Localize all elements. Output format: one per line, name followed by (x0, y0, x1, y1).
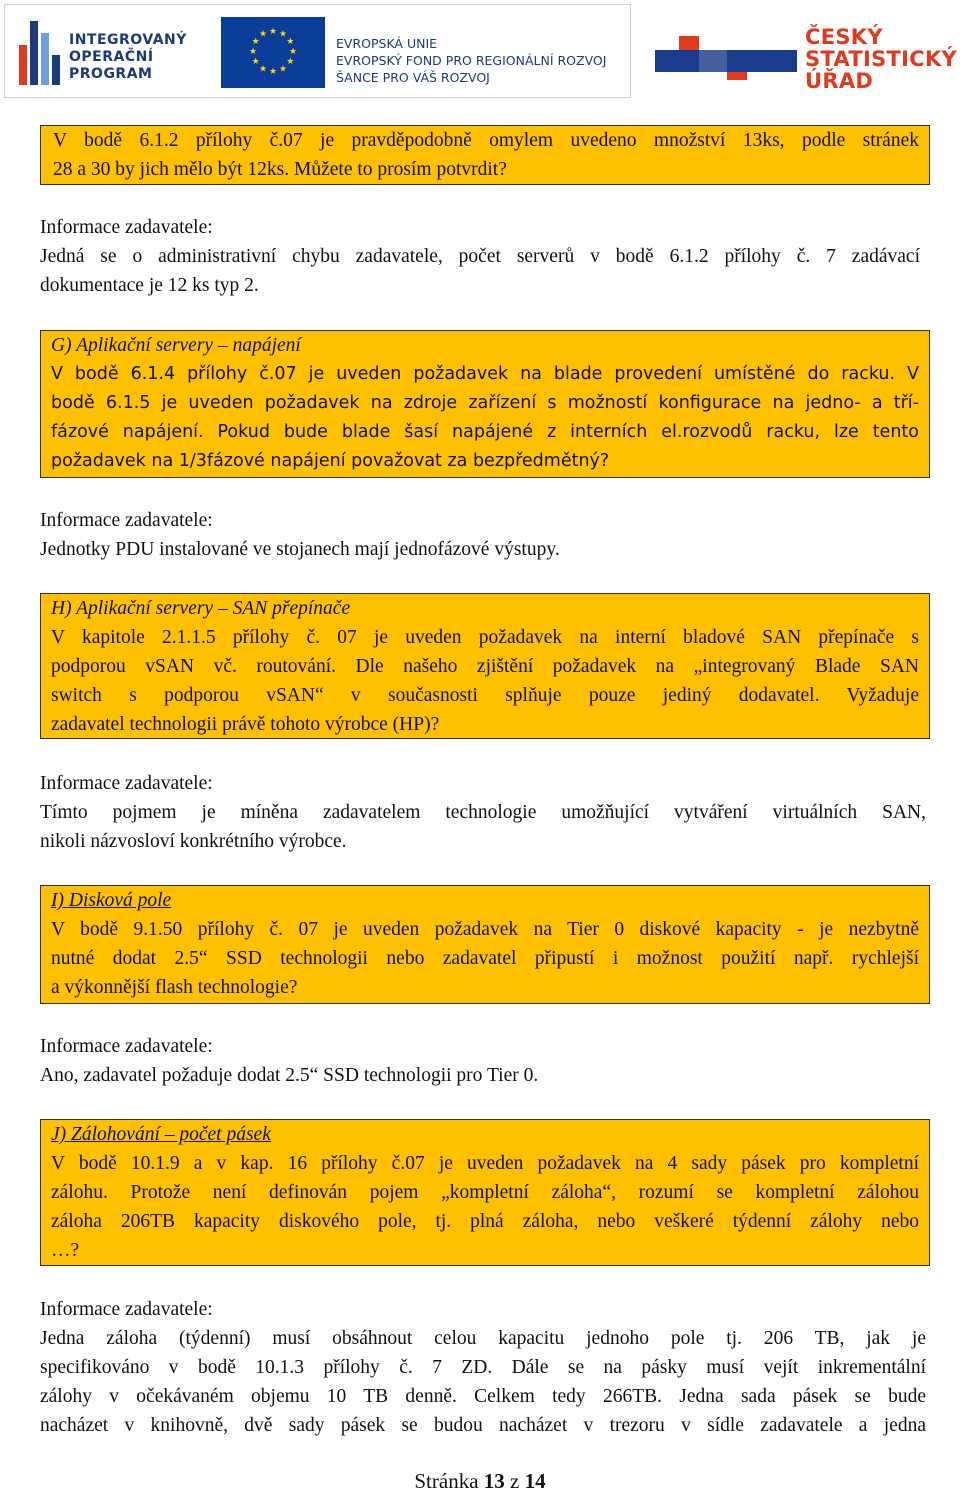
answer-line: dokumentace je 12 ks typ 2. (40, 275, 259, 296)
footer-total-pages: 14 (524, 1469, 546, 1493)
question-line: V bodě 10.1.9 a v kap. 16 přílohy č.07 je uveden požadavek na 4 sady pásek pro kompletní (51, 1153, 919, 1174)
info-label: Informace zadavatele: (40, 510, 213, 531)
iop-logo-text-2: OPERAČNÍ (69, 49, 154, 65)
svg-text:★: ★ (278, 29, 288, 40)
answer-line: zálohy v očekávaném objemu 10 TB denně. Celkem tedy 266TB. Jedna sada pásek se bude (40, 1386, 926, 1407)
iop-logo-text-1: INTEGROVANÝ (69, 32, 187, 48)
svg-text:★: ★ (288, 47, 298, 57)
info-label: Informace zadavatele: (40, 217, 213, 238)
answer-line: nacházet v knihovně, dvě sady pásek se budou nacházet v trezoru v sídle zadavatele a jedna (40, 1415, 926, 1436)
info-label: Informace zadavatele: (40, 1299, 213, 1320)
question-box (40, 593, 930, 739)
page-footer (0, 1466, 960, 1496)
csu-text-3: ÚŘAD (805, 69, 874, 93)
question-box (40, 885, 930, 1004)
answer-line: Jednotky PDU instalované ve stojanech mají jednofázové výstupy. (40, 539, 560, 560)
section-title: G) Aplikační servery – napájení (51, 335, 301, 356)
question-line: V kapitole 2.1.1.5 přílohy č. 07 je uveden požadavek na interní bladové SAN přepínače s (51, 627, 919, 648)
question-line: podporou vSAN vč. routování. Dle našeho zjištění požadavek na „integrovaný Blade SAN (51, 656, 919, 677)
question-box (40, 125, 930, 185)
question-line: switch s podporou vSAN“ v současnosti splňuje pouze jediný dodavatel. Vyžaduje (51, 685, 919, 706)
section-title: H) Aplikační servery – SAN přepínače (51, 598, 351, 619)
info-label: Informace zadavatele: (40, 773, 213, 794)
question-line: …? (51, 1240, 80, 1261)
svg-text:★: ★ (258, 64, 268, 75)
svg-text:★: ★ (278, 64, 288, 75)
svg-text:★: ★ (268, 27, 278, 37)
question-line: požadavek na 1/3fázové napájení považovat za bezpředmětný? (51, 451, 610, 471)
iop-logo-bars (19, 21, 61, 85)
question-line: a výkonnější flash technologie? (51, 977, 298, 998)
question-line: V bodě 6.1.4 přílohy č.07 je uveden požadavek na blade provedení umístěné do racku. V (51, 364, 919, 384)
csu-text-1: ČESKÝ (805, 25, 883, 49)
footer-current-page: 13 (483, 1469, 505, 1493)
question-box (40, 330, 930, 478)
svg-text:★: ★ (248, 47, 258, 57)
question-line: V bodě 6.1.2 přílohy č.07 je pravděpodobně omylem uvedeno množství 13ks, podle stránek (53, 130, 919, 151)
section-title: J) Zálohování – počet pásek (51, 1124, 271, 1145)
question-line: fázové napájení. Pokud bude blade šasí napájené z interních el.rozvodů racku, lze tento (51, 422, 919, 442)
svg-text:★: ★ (268, 67, 278, 77)
answer-line: specifikováno v bodě 10.1.3 přílohy č. 7 ZD. Dále se na pásky musí vejít inkrementální (40, 1357, 926, 1378)
csu-logo-mark (655, 36, 797, 80)
info-label: Informace zadavatele: (40, 1036, 213, 1057)
question-line: zadavatel technologii právě tohoto výrobce (HP)? (51, 714, 440, 735)
eu-logo-text (336, 35, 606, 86)
answer-line: Ano, zadavatel požaduje dodat 2.5“ SSD technologii pro Tier 0. (40, 1065, 539, 1086)
iop-logo-text-3: PROGRAM (69, 66, 153, 82)
answer-line: Jedná se o administrativní chybu zadavatele, počet serverů v bodě 6.1.2 přílohy č. 7 zadávací (40, 246, 920, 267)
eu-text-3: ŠANCE PRO VÁŠ ROZVOJ (336, 70, 490, 85)
svg-text:★: ★ (286, 57, 295, 67)
csu-text-2: STATISTICKÝ (805, 47, 958, 71)
question-line: V bodě 9.1.50 přílohy č. 07 je uveden požadavek na Tier 0 diskové kapacity - je nezbytně (51, 919, 919, 940)
question-line: zálohu. Protože není definován pojem „kompletní záloha“, rozumí se kompletní zálohou (51, 1182, 919, 1203)
answer-line: Jedna záloha (týdenní) musí obsáhnout celou kapacitu jednoho pole tj. 206 TB, jak je (40, 1328, 926, 1349)
answer-line: nikoli názvosloví konkrétního výrobce. (40, 831, 347, 852)
eu-text-2: EVROPSKÝ FOND PRO REGIONÁLNÍ ROZVOJ (336, 53, 607, 68)
svg-text:★: ★ (258, 29, 268, 40)
answer-line: Tímto pojmem je míněna zadavatelem technologie umožňující vytváření virtuálních SAN, (40, 802, 926, 823)
svg-text:★: ★ (251, 37, 260, 47)
question-box (40, 1119, 930, 1266)
footer-prefix: Stránka (414, 1469, 479, 1493)
footer-sep: z (510, 1469, 520, 1493)
question-line: nutné dodat 2.5“ SSD technologii nebo zadavatel připustí i možnost použití např. rychlejší (51, 948, 919, 969)
question-line: bodě 6.1.5 je uveden požadavek na zdroje zařízení s možností konfigurace na jedno- a tří- (51, 393, 919, 413)
eu-text-1: EVROPSKÁ UNIE (336, 36, 438, 51)
csu-logo (655, 24, 958, 100)
question-line: 28 a 30 by jich mělo být 12ks. Můžete to prosím potvrdit? (53, 159, 507, 180)
svg-text:★: ★ (286, 37, 295, 47)
question-line: záloha 206TB kapacity diskového pole, tj. plná záloha, nebo veškeré týdenní zálohy nebo (51, 1211, 919, 1232)
svg-text:★: ★ (251, 57, 260, 67)
logo-strip (4, 4, 631, 98)
eu-flag-icon (221, 17, 325, 88)
section-title: I) Disková pole (51, 890, 172, 911)
iop-logo (19, 19, 209, 89)
